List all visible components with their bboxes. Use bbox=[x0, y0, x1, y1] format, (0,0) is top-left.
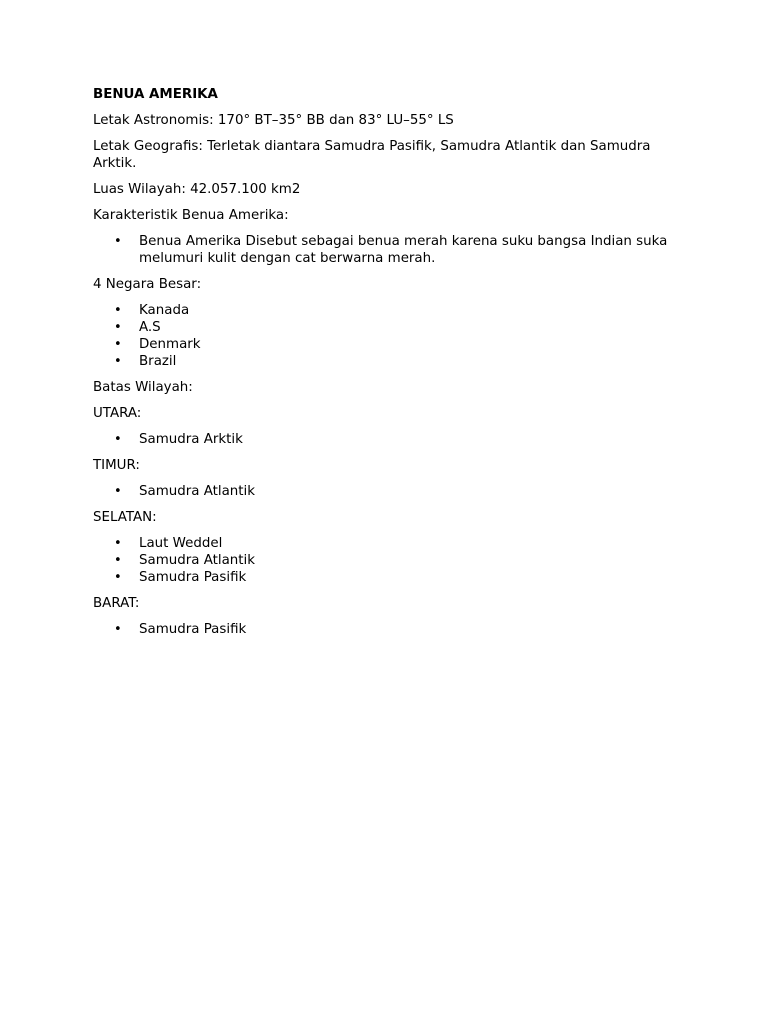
negara-heading: 4 Negara Besar: bbox=[93, 277, 202, 292]
list-item-text: Samudra Atlantik bbox=[139, 553, 256, 568]
luas-wilayah: Luas Wilayah: 42.057.100 km2 bbox=[93, 182, 301, 197]
barat-heading: BARAT: bbox=[93, 596, 140, 611]
list-item bbox=[93, 233, 683, 267]
list-item-text: Samudra Pasifik bbox=[139, 570, 247, 585]
bullet-icon: • bbox=[114, 432, 122, 447]
list-item bbox=[93, 552, 683, 569]
karakteristik-heading: Karakteristik Benua Amerika: bbox=[93, 208, 289, 223]
list-item-text: Samudra Arktik bbox=[139, 432, 243, 447]
list-item-text: Brazil bbox=[139, 354, 177, 369]
bullet-icon: • bbox=[114, 337, 122, 352]
bullet-icon: • bbox=[114, 320, 122, 335]
bullet-icon: • bbox=[114, 234, 122, 249]
bullet-icon: • bbox=[114, 622, 122, 637]
document-title: BENUA AMERIKA bbox=[93, 87, 218, 102]
batas-heading: Batas Wilayah: bbox=[93, 380, 193, 395]
list-item bbox=[93, 431, 683, 448]
bullet-icon: • bbox=[114, 303, 122, 318]
list-item-text: Kanada bbox=[139, 303, 190, 318]
list-item bbox=[93, 302, 683, 319]
list-item-text: Benua Amerika Disebut sebagai benua merah karena suku bangsa Indian suka melumuri kulit dengan cat berwarna merah. bbox=[139, 234, 668, 266]
letak-geografis: Letak Geografis: Terletak diantara Samudra Pasifik, Samudra Atlantik dan Samudra Arktik. bbox=[93, 139, 651, 171]
utara-list bbox=[93, 431, 683, 448]
timur-list bbox=[93, 483, 683, 500]
utara-heading: UTARA: bbox=[93, 406, 142, 421]
bullet-icon: • bbox=[114, 570, 122, 585]
list-item bbox=[93, 569, 683, 586]
list-item bbox=[93, 319, 683, 336]
barat-list bbox=[93, 621, 683, 638]
list-item bbox=[93, 336, 683, 353]
selatan-heading: SELATAN: bbox=[93, 510, 157, 525]
bullet-icon: • bbox=[114, 536, 122, 551]
bullet-icon: • bbox=[114, 354, 122, 369]
list-item-text: Samudra Atlantik bbox=[139, 484, 256, 499]
list-item-text: A.S bbox=[139, 320, 161, 335]
list-item-text: Denmark bbox=[139, 337, 201, 352]
letak-astronomis: Letak Astronomis: 170° BT–35° BB dan 83° LU–55° LS bbox=[93, 113, 454, 128]
document-page bbox=[93, 86, 683, 647]
list-item bbox=[93, 353, 683, 370]
list-item bbox=[93, 483, 683, 500]
timur-heading: TIMUR: bbox=[93, 458, 140, 473]
list-item bbox=[93, 621, 683, 638]
bullet-icon: • bbox=[114, 484, 122, 499]
negara-list bbox=[93, 302, 683, 370]
list-item bbox=[93, 535, 683, 552]
selatan-list bbox=[93, 535, 683, 586]
bullet-icon: • bbox=[114, 553, 122, 568]
karakteristik-list bbox=[93, 233, 683, 267]
list-item-text: Laut Weddel bbox=[139, 536, 223, 551]
list-item-text: Samudra Pasifik bbox=[139, 622, 247, 637]
